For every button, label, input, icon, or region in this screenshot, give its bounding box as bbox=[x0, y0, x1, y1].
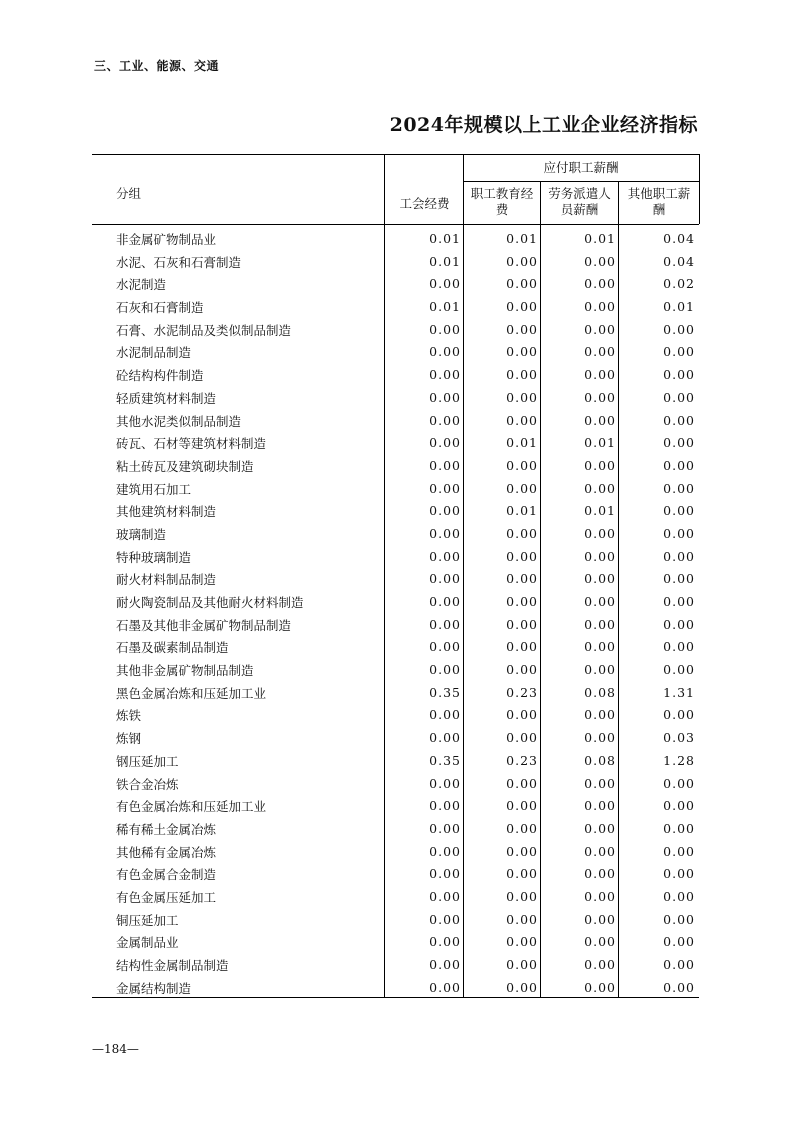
row-label: 石墨及碳素制品制造 bbox=[116, 640, 229, 656]
row-value: 0.00 bbox=[506, 934, 538, 950]
row-value: 0.00 bbox=[429, 344, 461, 360]
row-value: 0.01 bbox=[506, 503, 538, 519]
row-value: 0.01 bbox=[506, 231, 538, 246]
row-value: 0.00 bbox=[429, 457, 461, 473]
row-value: 0.01 bbox=[584, 231, 616, 246]
row-value: 0.00 bbox=[663, 888, 695, 904]
table-row bbox=[0, 568, 793, 591]
row-value: 0.00 bbox=[506, 548, 538, 564]
row-label: 其他稀有金属冶炼 bbox=[116, 844, 217, 860]
row-value: 1.28 bbox=[663, 752, 695, 768]
row-label: 黑色金属冶炼和压延加工业 bbox=[116, 685, 267, 701]
row-label: 结构性金属制品制造 bbox=[116, 958, 229, 973]
row-label: 炼铁 bbox=[116, 708, 142, 724]
row-label: 耐火陶瓷制品及其他耐火材料制造 bbox=[116, 595, 304, 610]
row-label: 金属制品业 bbox=[116, 935, 179, 951]
table-row bbox=[0, 954, 793, 977]
row-value: 0.00 bbox=[506, 730, 538, 746]
table-row bbox=[0, 909, 793, 932]
table-row bbox=[0, 455, 793, 478]
row-label: 有色金属压延加工 bbox=[116, 889, 217, 905]
row-value: 0.00 bbox=[663, 389, 695, 405]
row-value: 0.00 bbox=[663, 367, 695, 383]
row-value: 0.00 bbox=[584, 367, 616, 383]
row-value: 0.00 bbox=[429, 798, 461, 814]
row-value: 0.00 bbox=[584, 979, 616, 995]
row-value: 0.00 bbox=[429, 866, 461, 882]
row-value: 0.00 bbox=[584, 730, 616, 746]
row-value: 0.00 bbox=[584, 594, 616, 609]
row-value: 0.00 bbox=[584, 888, 616, 904]
row-label: 耐火材料制品制造 bbox=[116, 572, 217, 588]
table-row bbox=[0, 341, 793, 364]
row-label: 其他水泥类似制品制造 bbox=[116, 413, 242, 429]
row-value: 0.00 bbox=[429, 707, 461, 723]
row-value: 0.08 bbox=[584, 752, 616, 768]
row-value: 0.00 bbox=[584, 389, 616, 405]
row-value: 0.00 bbox=[584, 934, 616, 950]
row-value: 0.00 bbox=[663, 639, 695, 655]
row-label: 水泥制品制造 bbox=[116, 345, 192, 361]
column-divider bbox=[699, 154, 700, 224]
row-label: 水泥、石灰和石膏制造 bbox=[116, 254, 242, 270]
row-value: 0.00 bbox=[663, 662, 695, 678]
row-value: 0.01 bbox=[584, 435, 616, 451]
row-value: 0.00 bbox=[663, 525, 695, 541]
row-value: 0.02 bbox=[663, 276, 695, 292]
row-value: 0.23 bbox=[506, 684, 538, 700]
row-value: 0.00 bbox=[429, 820, 461, 836]
table-row bbox=[0, 273, 793, 296]
row-value: 0.00 bbox=[663, 344, 695, 360]
row-value: 0.00 bbox=[429, 934, 461, 950]
table-row bbox=[0, 931, 793, 954]
row-value: 0.00 bbox=[506, 594, 538, 609]
row-value: 0.35 bbox=[429, 684, 461, 700]
row-value: 0.00 bbox=[429, 548, 461, 564]
row-value: 0.00 bbox=[663, 979, 695, 995]
row-value: 0.00 bbox=[584, 412, 616, 428]
table-row bbox=[0, 795, 793, 818]
row-label: 石墨及其他非金属矿物制品制造 bbox=[116, 617, 292, 633]
row-value: 0.01 bbox=[584, 503, 616, 519]
row-value: 0.00 bbox=[584, 707, 616, 723]
table-row bbox=[0, 659, 793, 682]
table-row bbox=[0, 410, 793, 433]
row-value: 0.00 bbox=[663, 798, 695, 814]
row-value: 0.04 bbox=[663, 253, 695, 269]
row-value: 0.00 bbox=[584, 639, 616, 655]
row-value: 0.00 bbox=[506, 888, 538, 904]
table-row bbox=[0, 364, 793, 387]
row-value: 0.00 bbox=[429, 367, 461, 383]
table-row bbox=[0, 841, 793, 864]
row-value: 0.00 bbox=[584, 548, 616, 564]
row-value: 0.00 bbox=[584, 299, 616, 315]
row-value: 0.00 bbox=[429, 276, 461, 292]
row-value: 0.00 bbox=[584, 321, 616, 337]
row-label: 玻璃制造 bbox=[116, 526, 167, 542]
row-value: 0.00 bbox=[506, 299, 538, 315]
row-value: 0.00 bbox=[663, 412, 695, 428]
row-value: 0.00 bbox=[506, 775, 538, 791]
row-value: 0.00 bbox=[429, 843, 461, 859]
row-value: 0.00 bbox=[429, 662, 461, 678]
table-row bbox=[0, 750, 793, 773]
row-value: 0.00 bbox=[429, 503, 461, 519]
row-value: 0.00 bbox=[584, 866, 616, 882]
row-value: 0.00 bbox=[584, 616, 616, 632]
row-value: 0.23 bbox=[506, 752, 538, 768]
row-value: 0.00 bbox=[506, 389, 538, 405]
row-value: 0.00 bbox=[429, 888, 461, 904]
row-label: 炼钢 bbox=[116, 731, 142, 747]
row-value: 0.00 bbox=[429, 775, 461, 791]
table-row bbox=[0, 387, 793, 410]
row-value: 0.00 bbox=[584, 525, 616, 541]
row-value: 0.00 bbox=[506, 820, 538, 836]
row-value: 0.00 bbox=[506, 525, 538, 541]
row-value: 0.00 bbox=[663, 775, 695, 791]
row-value: 0.00 bbox=[429, 730, 461, 746]
table-row bbox=[0, 478, 793, 501]
row-value: 0.00 bbox=[429, 480, 461, 496]
row-label: 砼结构构件制造 bbox=[116, 368, 204, 384]
row-label: 水泥制造 bbox=[116, 277, 167, 293]
row-value: 0.00 bbox=[663, 571, 695, 587]
row-label: 钢压延加工 bbox=[116, 753, 179, 769]
row-value: 0.00 bbox=[506, 843, 538, 859]
column-header-union-fee: 工会经费 bbox=[399, 196, 450, 211]
row-value: 0.00 bbox=[506, 979, 538, 995]
row-value: 0.00 bbox=[506, 957, 538, 972]
row-value: 0.00 bbox=[584, 798, 616, 814]
row-value: 1.31 bbox=[663, 684, 695, 700]
row-value: 0.00 bbox=[506, 276, 538, 292]
row-value: 0.00 bbox=[584, 957, 616, 972]
table-row bbox=[0, 727, 793, 750]
table-body bbox=[0, 228, 793, 999]
row-value: 0.01 bbox=[429, 299, 461, 315]
table-bottom-rule bbox=[92, 997, 699, 998]
row-label: 其他非金属矿物制品制造 bbox=[116, 663, 254, 679]
row-value: 0.00 bbox=[506, 480, 538, 496]
row-value: 0.00 bbox=[663, 957, 695, 972]
table-row bbox=[0, 296, 793, 319]
row-value: 0.00 bbox=[584, 571, 616, 587]
table-row bbox=[0, 523, 793, 546]
row-value: 0.01 bbox=[429, 231, 461, 246]
row-value: 0.00 bbox=[429, 389, 461, 405]
table-row bbox=[0, 500, 793, 523]
row-value: 0.00 bbox=[663, 866, 695, 882]
row-value: 0.00 bbox=[506, 321, 538, 337]
row-value: 0.00 bbox=[663, 934, 695, 950]
row-label: 轻质建筑材料制造 bbox=[116, 390, 217, 406]
row-value: 0.00 bbox=[506, 616, 538, 632]
row-value: 0.00 bbox=[429, 412, 461, 428]
row-value: 0.00 bbox=[663, 594, 695, 609]
column-header-other-pay: 其他职工薪 酬 bbox=[627, 186, 691, 217]
table-row bbox=[0, 228, 793, 251]
row-label: 铜压延加工 bbox=[116, 912, 179, 928]
row-value: 0.00 bbox=[506, 798, 538, 814]
table-row bbox=[0, 977, 793, 1000]
row-value: 0.01 bbox=[429, 253, 461, 269]
row-value: 0.01 bbox=[663, 299, 695, 315]
header-bottom-rule bbox=[92, 224, 699, 225]
row-value: 0.00 bbox=[506, 707, 538, 723]
row-value: 0.00 bbox=[429, 594, 461, 609]
row-value: 0.03 bbox=[663, 730, 695, 746]
row-value: 0.00 bbox=[663, 843, 695, 859]
row-label: 其他建筑材料制造 bbox=[116, 504, 217, 520]
row-value: 0.00 bbox=[663, 480, 695, 496]
table-row bbox=[0, 682, 793, 705]
row-label: 粘土砖瓦及建筑砌块制造 bbox=[116, 458, 254, 474]
row-label: 建筑用石加工 bbox=[116, 481, 192, 497]
row-value: 0.00 bbox=[584, 662, 616, 678]
row-value: 0.00 bbox=[584, 344, 616, 360]
row-value: 0.00 bbox=[506, 344, 538, 360]
row-label: 非金属矿物制品业 bbox=[116, 232, 217, 247]
row-value: 0.00 bbox=[506, 866, 538, 882]
row-value: 0.00 bbox=[506, 367, 538, 383]
table-row bbox=[0, 251, 793, 274]
row-value: 0.00 bbox=[584, 480, 616, 496]
row-label: 石膏、水泥制品及类似制品制造 bbox=[116, 322, 292, 338]
row-label: 石灰和石膏制造 bbox=[116, 300, 204, 316]
table-row bbox=[0, 636, 793, 659]
table-row bbox=[0, 432, 793, 455]
table-row bbox=[0, 704, 793, 727]
row-value: 0.01 bbox=[506, 435, 538, 451]
row-value: 0.00 bbox=[506, 911, 538, 927]
row-value: 0.00 bbox=[663, 503, 695, 519]
row-label: 铁合金冶炼 bbox=[116, 776, 179, 792]
row-value: 0.00 bbox=[584, 276, 616, 292]
row-label: 砖瓦、石材等建筑材料制造 bbox=[116, 436, 267, 452]
row-label: 金属结构制造 bbox=[116, 980, 192, 996]
page-number: —184— bbox=[92, 1042, 139, 1056]
section-header: 三、工业、能源、交通 bbox=[94, 59, 220, 73]
row-value: 0.08 bbox=[584, 684, 616, 700]
row-value: 0.00 bbox=[506, 412, 538, 428]
table-row bbox=[0, 591, 793, 614]
row-label: 有色金属冶炼和压延加工业 bbox=[116, 799, 267, 815]
row-value: 0.00 bbox=[584, 457, 616, 473]
table-row bbox=[0, 546, 793, 569]
row-value: 0.00 bbox=[429, 957, 461, 972]
row-value: 0.00 bbox=[663, 321, 695, 337]
row-value: 0.04 bbox=[663, 231, 695, 246]
row-label: 稀有稀土金属冶炼 bbox=[116, 821, 217, 837]
row-value: 0.00 bbox=[584, 253, 616, 269]
row-value: 0.00 bbox=[429, 616, 461, 632]
row-value: 0.00 bbox=[429, 321, 461, 337]
row-value: 0.00 bbox=[584, 843, 616, 859]
page-title: 2024年规模以上工业企业经济指标 bbox=[389, 114, 698, 136]
row-value: 0.00 bbox=[663, 911, 695, 927]
row-value: 0.00 bbox=[506, 253, 538, 269]
row-value: 0.00 bbox=[506, 639, 538, 655]
row-value: 0.35 bbox=[429, 752, 461, 768]
row-value: 0.00 bbox=[506, 571, 538, 587]
row-value: 0.00 bbox=[429, 435, 461, 451]
row-value: 0.00 bbox=[429, 979, 461, 995]
row-value: 0.00 bbox=[663, 707, 695, 723]
table-row bbox=[0, 319, 793, 342]
row-value: 0.00 bbox=[429, 525, 461, 541]
row-value: 0.00 bbox=[584, 911, 616, 927]
row-value: 0.00 bbox=[663, 457, 695, 473]
row-value: 0.00 bbox=[506, 662, 538, 678]
row-value: 0.00 bbox=[429, 571, 461, 587]
row-value: 0.00 bbox=[663, 548, 695, 564]
table-row bbox=[0, 863, 793, 886]
table-row bbox=[0, 614, 793, 637]
table-row bbox=[0, 886, 793, 909]
table-row bbox=[0, 773, 793, 796]
span-column-header: 应付职工薪酬 bbox=[463, 154, 699, 182]
row-label: 有色金属合金制造 bbox=[116, 867, 217, 883]
row-value: 0.00 bbox=[663, 616, 695, 632]
table-row bbox=[0, 818, 793, 841]
row-value: 0.00 bbox=[429, 911, 461, 927]
row-value: 0.00 bbox=[429, 639, 461, 655]
row-value: 0.00 bbox=[663, 820, 695, 836]
row-value: 0.00 bbox=[663, 435, 695, 451]
column-header-dispatch-pay: 劳务派遣人 员薪酬 bbox=[548, 186, 611, 217]
row-value: 0.00 bbox=[584, 775, 616, 791]
row-value: 0.00 bbox=[506, 457, 538, 473]
row-value: 0.00 bbox=[584, 820, 616, 836]
row-label: 特种玻璃制造 bbox=[116, 549, 192, 565]
column-header-education-fee: 职工教育经 费 bbox=[470, 186, 534, 217]
group-column-header: 分组 bbox=[116, 186, 142, 201]
